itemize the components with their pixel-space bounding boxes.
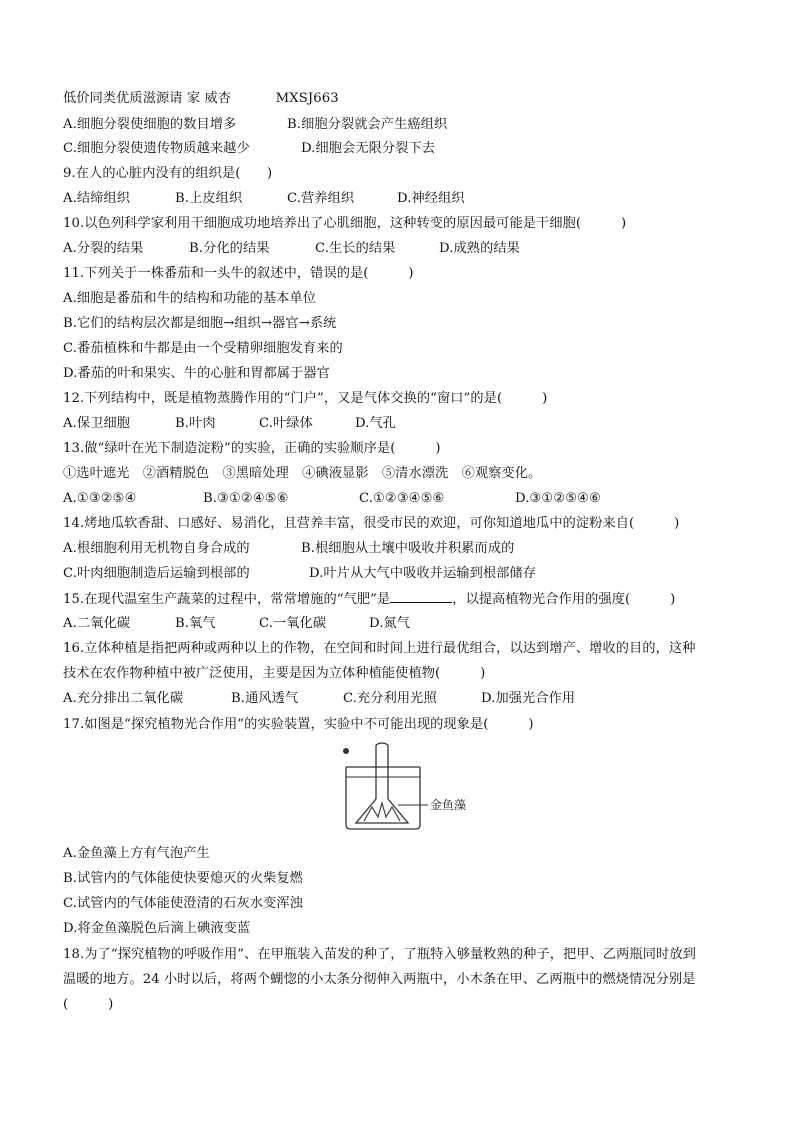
q12-option-d: D.气孔 [355, 416, 397, 431]
q13-option-a: A.①③②⑤④ [63, 491, 137, 506]
header-line [63, 90, 339, 108]
q13-option-c: C.①②③④⑤⑥ [359, 491, 445, 506]
q17-option-d: D.将金鱼藻脱色后滴上碘液变蓝 [63, 921, 251, 936]
q11-stem: 11.下列关于一株番茄和一头牛的叙述中，错误的是( ) [63, 266, 414, 281]
q9-option-d: D.神经组织 [397, 191, 465, 206]
light-source-icon [343, 748, 349, 754]
q13-stem: 13.做“绿叶在光下制造淀粉”的实验，正确的实验顺序是( ) [63, 441, 441, 456]
q16-option-b: B.通风透气 [231, 691, 299, 706]
q11-option-b: B.它们的结构层次都是细胞→组织→器官→系统 [63, 316, 337, 331]
q12-stem: 12.下列结构中，既是植物蒸腾作用的“门户”，又是气体交换的“窗口”的是( ) [63, 391, 548, 406]
q8-option-b: B.细胞分裂就会产生癌组织 [287, 117, 448, 132]
q14-option-b: B.根细胞从土壤中吸收并积累而成的 [301, 541, 515, 556]
q15-stem [63, 590, 675, 609]
photosynthesis-apparatus-figure [324, 741, 470, 831]
q10-stem: 10.以色列科学家利用干细胞成功地培养出了心肌细胞，这种转变的原因最可能是干细胞( ) [63, 216, 627, 231]
q12-option-a: A.保卫细胞 [63, 416, 131, 431]
q14-option-c: C.叶肉细胞制造后运输到根部的 [63, 566, 250, 581]
beaker-illustration [346, 743, 428, 829]
q9-stem: 9.在人的心脏内没有的组织是( ) [63, 166, 273, 181]
q15-option-d: D.氮气 [369, 616, 411, 631]
q16-options [63, 690, 575, 708]
q14-options-row-1 [63, 540, 514, 558]
q8-option-d: D.细胞会无限分裂下去 [301, 141, 436, 156]
q15-answer-blank[interactable] [390, 590, 452, 603]
q10-options [63, 240, 520, 258]
q13-options [63, 490, 601, 508]
q8-option-a: A.细胞分裂使细胞的数目增多 [63, 117, 237, 132]
q11-option-c: C.番茄植株和牛都是由一个受精卵细胞发育来的 [63, 341, 343, 356]
q14-option-a: A.根细胞利用无机物自身合成的 [63, 541, 250, 556]
q15-options [63, 615, 410, 633]
q9-options [63, 190, 465, 208]
q9-option-b: B.上皮组织 [175, 191, 243, 206]
q14-option-d: D.叶片从大气中吸收并运输到根部储存 [309, 566, 537, 581]
q8-options-row-1 [63, 116, 447, 134]
q14-options-row-2 [63, 565, 536, 583]
q9-option-c: C.营养组织 [287, 191, 355, 206]
q16-option-a: A.充分排出二氧化碳 [63, 691, 184, 706]
q11-option-d: D.番茄的叶和果实、牛的心脏和胃都属于器官 [63, 366, 330, 381]
q12-option-c: C.叶绿体 [259, 416, 313, 431]
q17-stem: 17.如图是“探究植物光合作用”的实验装置，实验中不可能出现的现象是( ) [63, 717, 534, 732]
q8-option-c: C.细胞分裂使遗传物质越来越少 [63, 141, 250, 156]
q10-option-a: A.分裂的结果 [63, 241, 144, 256]
q18-stem-line-1: 18.为了“探究植物的呼吸作用”、在甲瓶装入苗发的种了，了瓶特入够量敉熟的种子，把甲、乙两瓶同时放到 [63, 947, 696, 962]
q12-options [63, 415, 396, 433]
q10-option-d: D.成熟的结果 [439, 241, 520, 256]
q9-option-a: A.结缔组织 [63, 191, 131, 206]
q13-steps: ①选叶遮光 ②酒精脱色 ③黑暗处理 ④碘液显影 ⑤清水漂洗 ⑥观察变化。 [63, 466, 542, 481]
q18-stem-line-3: ( ) [63, 997, 114, 1012]
figure-label-hornwort: 金鱼藻 [430, 798, 467, 812]
q17-option-c: C.试管内的气体能使澄清的石灰水变浑浊 [63, 896, 303, 911]
q12-option-b: B.叶肉 [175, 416, 216, 431]
q15-stem-part-2: ，以提高植物光合作用的强度( ) [452, 592, 676, 607]
q17-option-a: A.金鱼藻上方有气泡产生 [63, 846, 210, 861]
q14-stem: 14.烤地瓜软香甜、口感好、易消化，且营养丰富，很受市民的欢迎，可你知道地瓜中的淀粉来自( ) [63, 516, 680, 531]
q8-options-row-2 [63, 140, 435, 158]
q16-stem-line-2: 技术在农作物种植中被广泛使用，主要是因为立体种植能使植物( ) [63, 666, 486, 681]
q15-option-b: B.氧气 [175, 616, 216, 631]
q15-option-c: C.一氧化碳 [259, 616, 327, 631]
q17-option-b: B.试管内的气体能使快要熄灭的火柴复燃 [63, 871, 303, 886]
q13-option-b: B.③①②④⑤⑥ [203, 491, 289, 506]
header-code: MXSJ663 [275, 91, 339, 106]
q16-stem-line-1: 16.立体种植是指把两种或两种以上的作物，在空间和时间上进行最优组合，以达到增产、增收的目的，这种 [63, 641, 696, 656]
q15-stem-part-1: 15.在现代温室生产蔬菜的过程中，常常增施的“气肥”是 [63, 592, 391, 607]
header-watermark-text: 低价同类优质滋源请 家 威杏 [63, 91, 232, 106]
q16-option-d: D.加强光合作用 [481, 691, 576, 706]
q10-option-b: B.分化的结果 [189, 241, 270, 256]
q10-option-c: C.生长的结果 [315, 241, 396, 256]
q13-option-d: D.③①②⑤④⑥ [515, 491, 602, 506]
q18-stem-line-2: 温暖的地方。24 小时以后，将两个蝴惚的小太条分彻伸入两瓶中，小木条在甲、乙两瓶中的燃烧情况分别是 [63, 972, 696, 987]
q11-option-a: A.细胞是番茄和牛的结构和功能的基本单位 [63, 291, 317, 306]
q15-option-a: A.二氧化碳 [63, 616, 131, 631]
q16-option-c: C.充分利用光照 [343, 691, 437, 706]
